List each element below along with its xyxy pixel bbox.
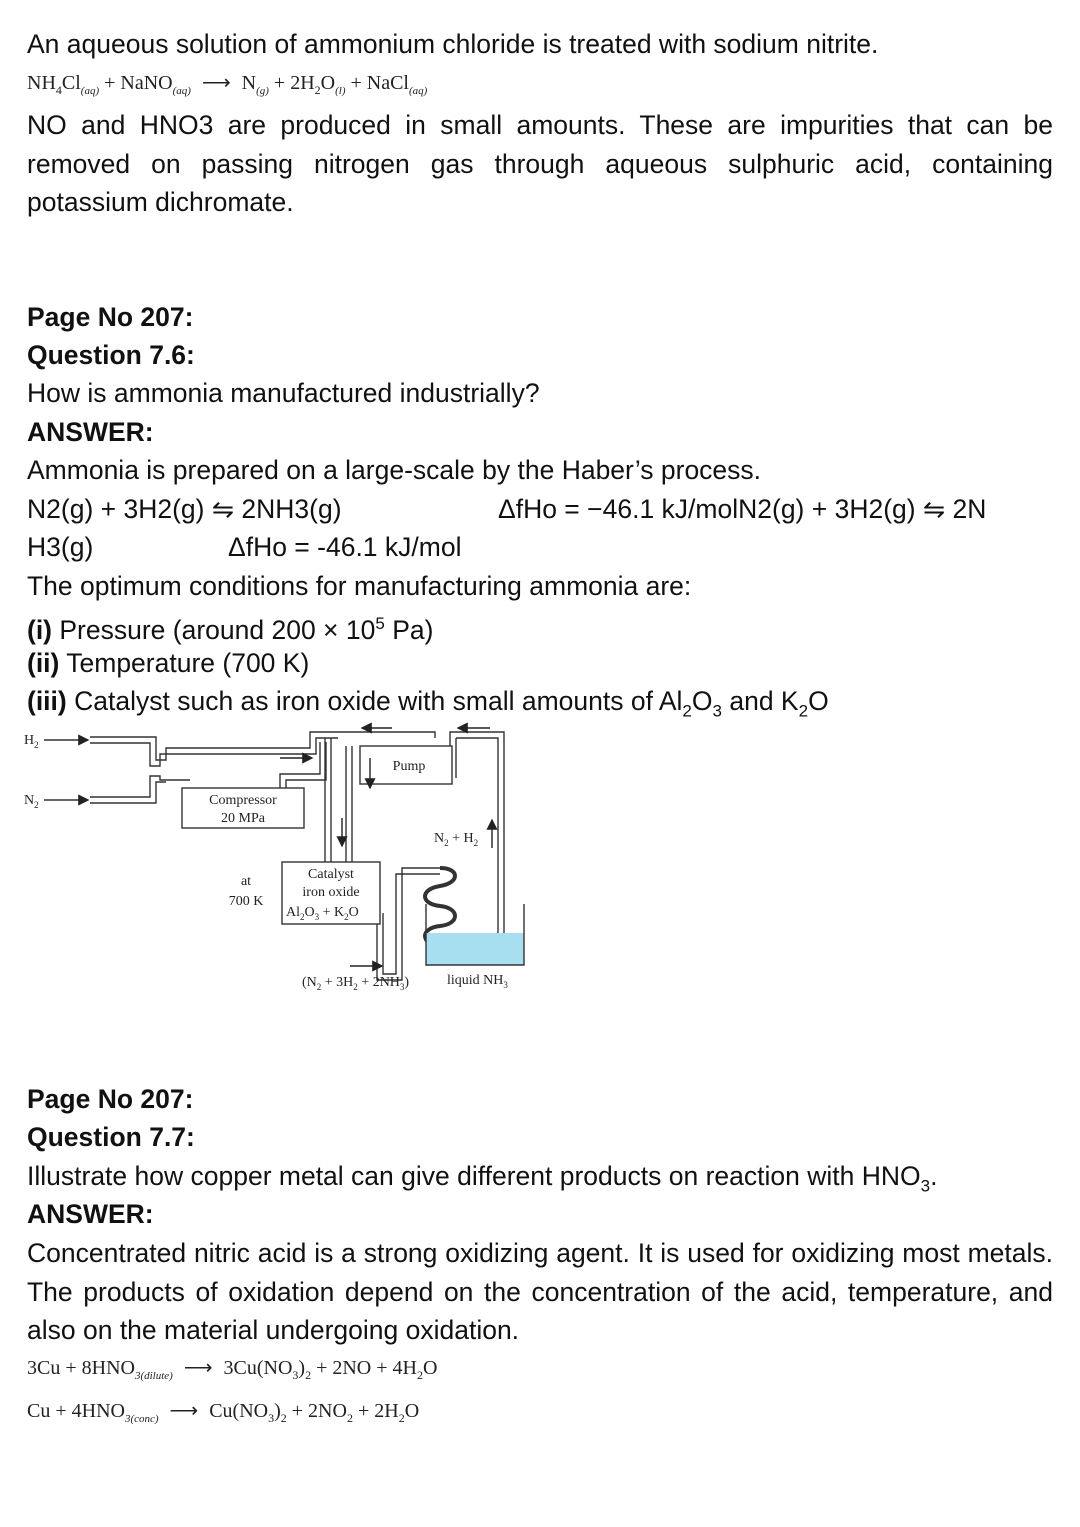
- q77-answer-label: ANSWER:: [27, 1199, 154, 1229]
- ammonium-chloride-equation: $NH_4Cl_{(aq)}$ + NaNO$_{(aq)}$ ⟶ $N_{(g)} + 2H_2O_{(l)}$ + NaCl$_{(aq)}$: [27, 72, 428, 97]
- q77-question-label: Question 7.7:: [27, 1122, 195, 1152]
- condition-catalyst: (iii) Catalyst such as iron oxide with small amounts of $Al_2O_3$ and $K_2O$: [27, 686, 829, 721]
- product-mixture-label: $(N_2 + 3H_2 + 2NH_3)$: [302, 975, 410, 992]
- q76-page-number: Page No 207:: [27, 302, 194, 332]
- iron-oxide-label: iron oxide: [302, 885, 360, 900]
- q77-answer-paragraph: Concentrated nitric acid is a strong oxidizing agent. It is used for oxidizing most metals. The products of oxidation depend on the concentration of the acid, temperature, and also on the material undergoing oxidation.: [27, 1238, 1053, 1345]
- condition-temperature: (ii) Temperature (700 K): [27, 648, 310, 678]
- q77-page-number: Page No 207:: [27, 1084, 194, 1114]
- catalyst-label: Catalyst: [308, 867, 354, 882]
- compressor-label: Compressor: [209, 793, 277, 808]
- pump-label: Pump: [392, 759, 426, 774]
- haber-equation-right: ΔfHo = −46.1 kJ/molN2(g) + 3H2(g) ⇋ 2N: [498, 494, 987, 524]
- copper-concentrated-equation: $Cu + 4HNO_{3(conc)}$ ⟶ $Cu(NO_3)_2 + 2NO_2 + 2H_2O$: [27, 1400, 420, 1425]
- q77-question-text: Illustrate how copper metal can give different products on reaction with $HNO_3$.: [27, 1161, 938, 1196]
- condition-pressure: (i) Pressure (around $200 \times 10^5$ Pa): [27, 614, 434, 645]
- copper-dilute-equation: $3Cu + 8HNO_{3(dilute)}$ ⟶ $3Cu(NO_3)_2 + 2NO + 4H_2O$: [27, 1357, 438, 1382]
- liquid-ammonia-level: [426, 933, 524, 965]
- haber-equation-line2-right: ΔfHo = -46.1 kJ/mol: [228, 532, 462, 562]
- haber-process-diagram: [20, 718, 540, 1003]
- q76-question-text: How is ammonia manufactured industrially?: [27, 378, 540, 408]
- haber-equation-left: N2(g) + 3H2(g) ⇋ 2NH3(g): [27, 494, 342, 524]
- liquid-ammonia-label: liquid $NH_3$: [447, 973, 508, 990]
- temperature-label: 700 K: [228, 894, 264, 909]
- intro-line: An aqueous solution of ammonium chloride is treated with sodium nitrite.: [27, 29, 879, 59]
- intro-paragraph: NO and HNO3 are produced in small amounts. These are impurities that can be removed on passing nitrogen gas through aqueous sulphuric acid, containing potassium dichromate.: [27, 110, 1053, 217]
- n2-inlet-label: $N_2$: [24, 793, 39, 810]
- h2-inlet-label: $H_2$: [24, 733, 39, 750]
- q76-answer-label: ANSWER:: [27, 417, 154, 447]
- at-label: at: [240, 874, 252, 889]
- catalyst-formula: $Al_2O_3 + K_2O$: [286, 905, 359, 922]
- compressor-pressure: 20 MPa: [221, 811, 265, 826]
- recycle-gas-label: $N_2 + H_2$: [434, 831, 479, 848]
- haber-equation-line2-left: H3(g): [27, 532, 94, 562]
- q76-answer-line: Ammonia is prepared on a large-scale by the Haber’s process.: [27, 455, 762, 485]
- conditions-intro: The optimum conditions for manufacturing ammonia are:: [27, 571, 692, 601]
- q76-question-label: Question 7.6:: [27, 340, 195, 370]
